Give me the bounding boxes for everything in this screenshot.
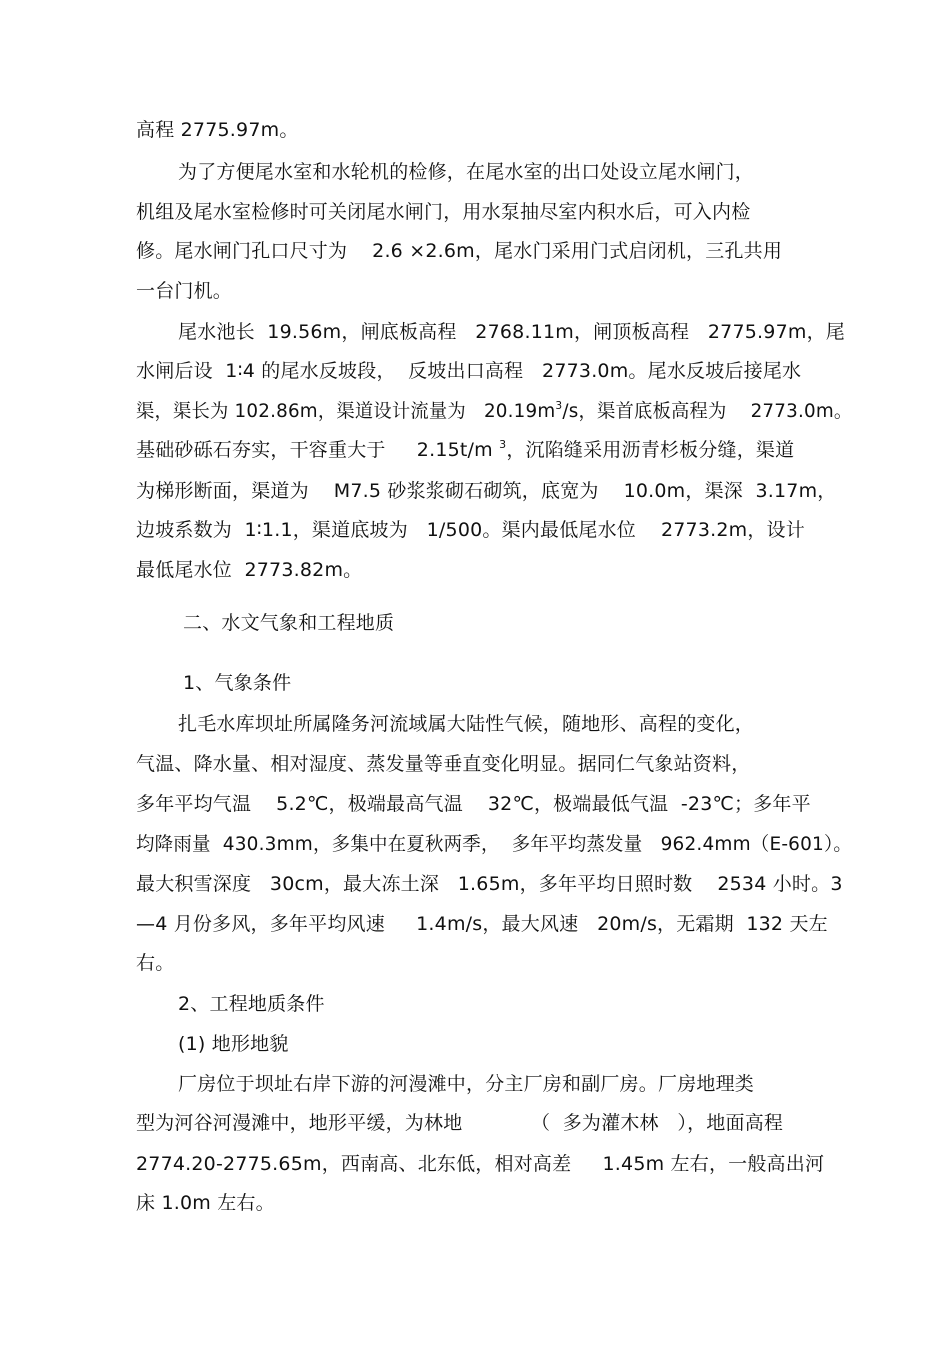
- text-line: 高程 2775.97m。: [136, 119, 299, 141]
- text-line: 为了方便尾水室和水轮机的检修，在尾水室的出口处设立尾水闸门，: [178, 161, 755, 183]
- text-line: —4 月份多风，多年平均风速 1.4m/s，最大风速 20m/s，无霜期 132 天左: [136, 913, 828, 935]
- text-line: 扎毛水库坝址所属隆务河流域属大陆性气候，随地形、高程的变化，: [178, 713, 755, 735]
- text-line: 气温、降水量、相对湿度、蒸发量等垂直变化明显。据同仁气象站资料，: [136, 753, 751, 775]
- text-line: 最低尾水位 2773.82m。: [136, 559, 363, 581]
- text-line: 最大积雪深度 30cm，最大冻土深 1.65m，多年平均日照时数 2534 小时。3: [136, 873, 843, 895]
- text-segment: 渠，渠长为 102.86m，渠道设计流量为 20.19m: [136, 400, 556, 422]
- text-segment: ，沉陷缝采用沥青杉板分缝，渠道: [506, 439, 795, 461]
- text-line: 机组及尾水室检修时可关闭尾水闸门，用水泵抽尽室内积水后，可入内检: [136, 201, 751, 223]
- text-line: 尾水池长 19.56m，闸底板高程 2768.11m，闸顶板高程 2775.97m，尾: [178, 321, 845, 343]
- text-line: 修。尾水闸门孔口尺寸为 2.6 ×2.6m，尾水门采用门式启闭机，三孔共用: [136, 240, 783, 262]
- superscript: 3: [499, 438, 507, 451]
- text-line: [136, 438, 794, 462]
- text-line: 均降雨量 430.3mm，多集中在夏秋两季， 多年平均蒸发量 962.4mm（E-601）。: [136, 833, 853, 855]
- text-line: 水闸后设 1∶4 的尾水反坡段， 反坡出口高程 2773.0m。尾水反坡后接尾水: [136, 360, 802, 382]
- text-line: 边坡系数为 1∶1.1，渠道底坡为 1/500。渠内最低尾水位 2773.2m，设计: [136, 519, 805, 541]
- text-line: 厂房位于坝址右岸下游的河漫滩中，分主厂房和副厂房。厂房地理类: [178, 1073, 755, 1095]
- text-line: [136, 399, 852, 423]
- text-line: 床 1.0m 左右。: [136, 1192, 275, 1214]
- text-line: 型为河谷河漫滩中，地形平缓，为林地 （ 多为灌木林 ），地面高程: [136, 1112, 784, 1134]
- subsection-heading: 1、气象条件: [183, 672, 292, 694]
- text-line: 右。: [136, 952, 175, 974]
- section-heading: 二、水文气象和工程地质: [183, 612, 395, 634]
- subsection-heading: (1) 地形地貌: [178, 1033, 289, 1055]
- subsection-heading: 2、工程地质条件: [178, 993, 325, 1015]
- text-segment: /s，渠首底板高程为 2773.0m。: [562, 400, 853, 422]
- text-segment: 基础砂砾石夯实，干容重大于 2.15t/m: [136, 439, 500, 461]
- text-line: 一台门机。: [136, 280, 233, 302]
- text-line: 2774.20-2775.65m，西南高、北东低，相对高差 1.45m 左右，一般高出河: [136, 1153, 825, 1175]
- text-line: 多年平均气温 5.2℃，极端最高气温 32℃，极端最低气温 -23℃；多年平: [136, 793, 811, 815]
- superscript: 3: [555, 399, 563, 412]
- text-line: 为梯形断面，渠道为 M7.5 砂浆浆砌石砌筑，底宽为 10.0m，渠深 3.17m，: [136, 480, 837, 502]
